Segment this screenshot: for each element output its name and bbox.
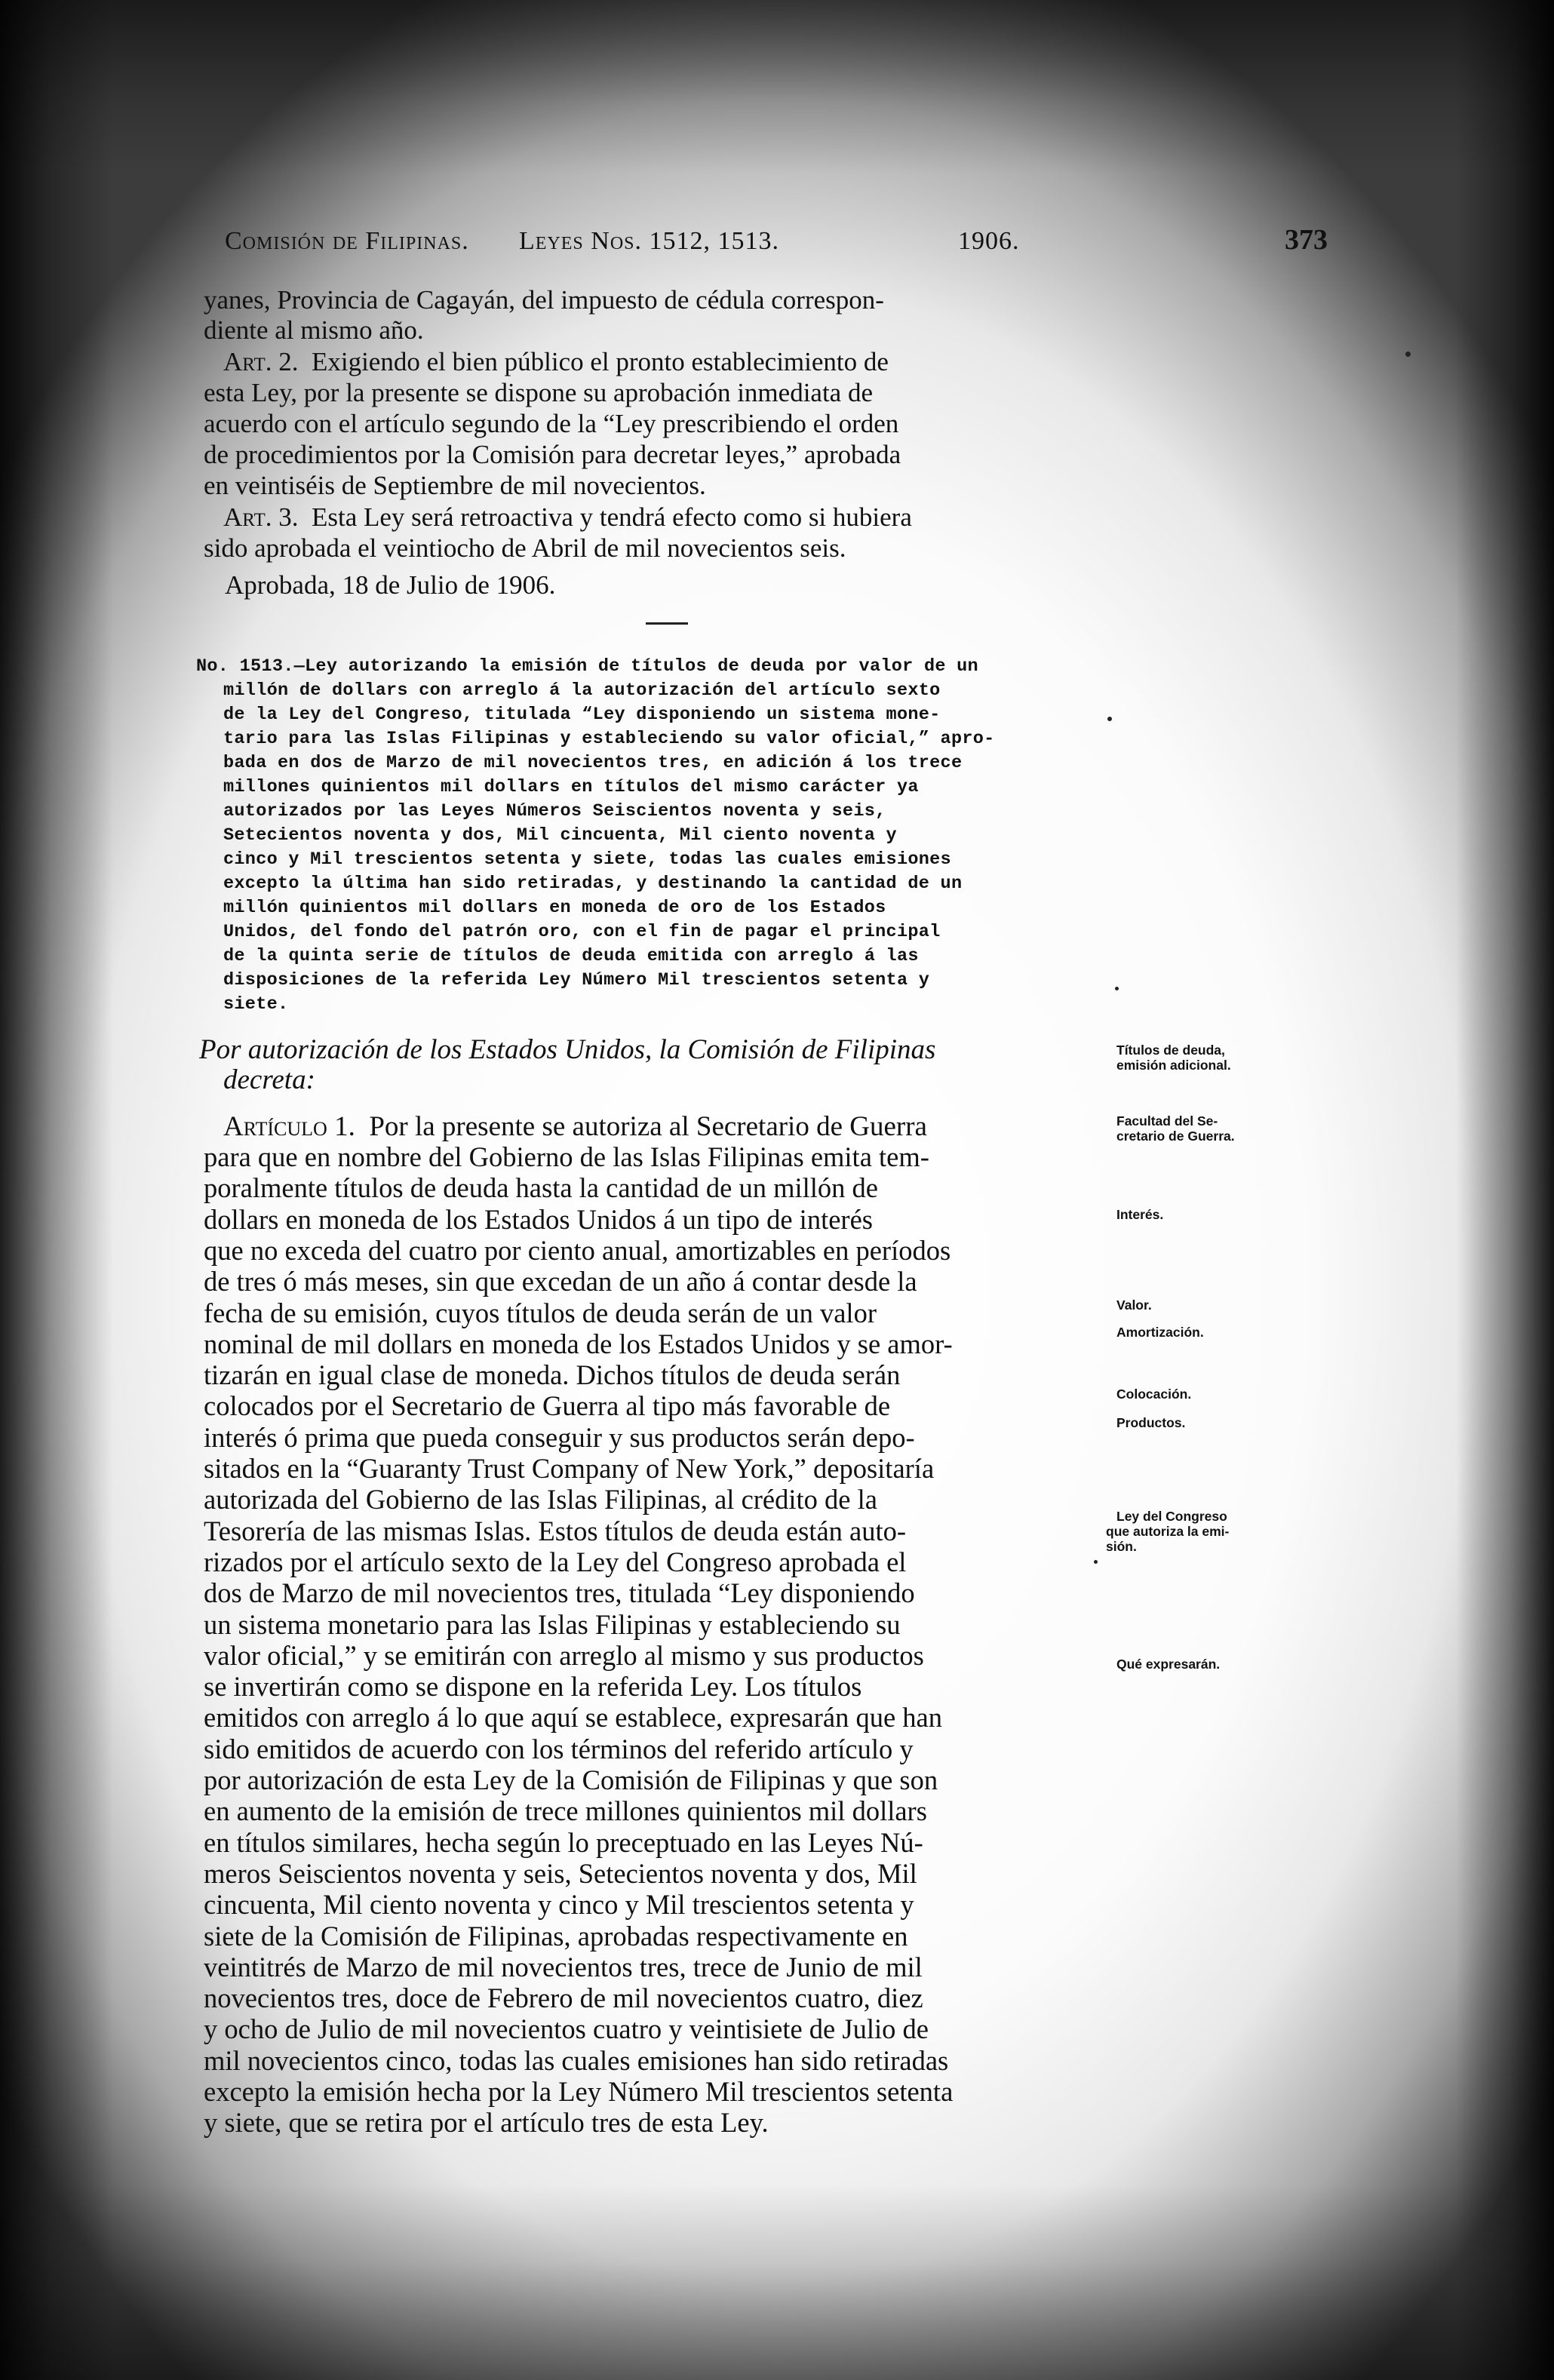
summary-line: Setecientos noventa y dos, Mil cincuenta, Mil ciento noventa y — [223, 825, 897, 846]
summary-line: de la quinta serie de títulos de deuda emitida con arreglo á las — [223, 946, 919, 966]
margin-note-line: Qué expresarán. — [1116, 1657, 1221, 1672]
text-line: cincuenta, Mil ciento noventa y cinco y Mil trescientos setenta y — [204, 1889, 914, 1920]
text-line: interés ó prima que pueda conseguir y sus productos serán depo- — [204, 1422, 915, 1453]
margin-note-line: que autoriza la emi- — [1106, 1524, 1230, 1539]
enacting-clause-decreta: decreta: — [223, 1064, 315, 1095]
enacting-clause: Por autorización de los Estados Unidos, la Comisión de Filipinas — [199, 1034, 936, 1065]
text-line: poralmente títulos de deuda hasta la cantidad de un millón de — [204, 1172, 878, 1203]
summary-line: millones quinientos mil dollars en títulos del mismo carácter ya — [223, 777, 919, 797]
text-line: novecientos tres, doce de Febrero de mil novecientos cuatro, diez — [204, 1982, 923, 2013]
summary-line: No. 1513.—Ley autorizando la emisión de títulos de deuda por valor de un — [196, 656, 978, 677]
text-line: que no exceda del cuatro por ciento anual, amortizables en períodos — [204, 1235, 951, 1266]
margin-note-line: Amortización. — [1116, 1325, 1204, 1340]
summary-line: millón quinientos mil dollars en moneda de oro de los Estados — [223, 898, 886, 918]
scan-speck — [1115, 987, 1119, 990]
text-line: meros Seiscientos noventa y seis, Setecientos noventa y dos, Mil — [204, 1858, 917, 1889]
summary-line: millón de dollars con arreglo á la autorización del artículo sexto — [223, 680, 941, 701]
text-line: diente al mismo año. — [204, 315, 424, 345]
summary-line: Unidos, del fondo del patrón oro, con el fin de pagar el principal — [223, 922, 941, 942]
margin-note-line: Títulos de deuda, — [1116, 1043, 1225, 1058]
running-head-laws: Leyes Nos. 1512, 1513. — [519, 227, 780, 255]
text-line: Esta Ley será retroactiva y tendrá efecto como si hubiera — [311, 502, 912, 532]
text-line: mil novecientos cinco, todas las cuales emisiones han sido retiradas — [204, 2045, 949, 2076]
text-line: para que en nombre del Gobierno de las Islas Filipinas emita tem- — [204, 1141, 929, 1172]
margin-note-line: Valor. — [1116, 1297, 1152, 1313]
margin-note-line: emisión adicional. — [1116, 1058, 1231, 1073]
text-line: Por la presente se autoriza al Secretario de Guerra — [369, 1111, 927, 1142]
text-line: un sistema monetario para las Islas Filipinas y estableciendo su — [204, 1609, 901, 1640]
summary-line: siete. — [223, 994, 289, 1015]
text-line: yanes, Provincia de Cagayán, del impuesto de cédula correspon- — [204, 285, 884, 315]
page-number: 373 — [1285, 224, 1328, 256]
text-line: emitidos con arreglo á lo que aquí se establece, expresarán que han — [204, 1702, 943, 1733]
text-line: en veintiséis de Septiembre de mil novecientos. — [204, 471, 706, 500]
article-label: Artículo 1. — [223, 1111, 355, 1142]
text-line: valor oficial,” y se emitirán con arreglo al mismo y sus productos — [204, 1640, 924, 1671]
text-line: se invertirán como se dispone en la referida Ley. Los títulos — [204, 1671, 862, 1702]
text-line: Tesorería de las mismas Islas. Estos títulos de deuda están auto- — [204, 1516, 907, 1546]
text-line: fecha de su emisión, cuyos títulos de deuda serán de un valor — [204, 1297, 877, 1328]
scan-speck — [1094, 1560, 1098, 1564]
summary-line: tario para las Islas Filipinas y estableciendo su valor oficial,” apro- — [223, 729, 995, 749]
text-line: rizados por el artículo sexto de la Ley del Congreso aprobada el — [204, 1546, 907, 1577]
text-line: de tres ó más meses, sin que excedan de un año á contar desde la — [204, 1266, 917, 1297]
margin-note-line: Facultad del Se- — [1116, 1113, 1218, 1129]
text-line: y ocho de Julio de mil novecientos cuatro y veintisiete de Julio de — [204, 2013, 929, 2044]
approval-date: Aprobada, 18 de Julio de 1906. — [225, 570, 556, 600]
text-line: en títulos similares, hecha según lo preceptuado en las Leyes Nú- — [204, 1827, 923, 1858]
margin-note-line: sión. — [1106, 1539, 1137, 1554]
text-line: tizarán en igual clase de moneda. Dichos títulos de deuda serán — [204, 1359, 901, 1390]
text-line: autorizada del Gobierno de las Islas Filipinas, al crédito de la — [204, 1484, 877, 1515]
margin-note-line: Interés. — [1116, 1207, 1164, 1222]
article-label: Art. 3. — [223, 502, 299, 532]
text-line: acuerdo con el artículo segundo de la “Ley prescribiendo el orden — [204, 409, 899, 438]
summary-line: bada en dos de Marzo de mil novecientos tres, en adición á los trece — [223, 753, 963, 773]
text-line: por autorización de esta Ley de la Comisión de Filipinas y que son — [204, 1764, 938, 1795]
summary-line: autorizados por las Leyes Números Seiscientos noventa y seis, — [223, 801, 886, 821]
margin-note-line: Ley del Congreso — [1116, 1509, 1227, 1524]
text-line: sido aprobada el veintiocho de Abril de mil novecientos seis. — [204, 533, 846, 563]
text-line: sitados en la “Guaranty Trust Company of New York,” depositaría — [204, 1453, 935, 1484]
text-line: esta Ley, por la presente se dispone su aprobación inmediata de — [204, 378, 873, 407]
text-line: dos de Marzo de mil novecientos tres, titulada “Ley disponiendo — [204, 1577, 915, 1608]
scan-speck — [1405, 352, 1411, 357]
article-paragraph-art3 — [223, 502, 912, 533]
text-line: colocados por el Secretario de Guerra al tipo más favorable de — [204, 1390, 891, 1421]
article-paragraph-art2 — [223, 347, 889, 377]
running-head-commission: Comisión de Filipinas. — [225, 227, 469, 255]
section-divider — [646, 622, 688, 625]
running-head-year: 1906. — [958, 227, 1020, 255]
text-line: en aumento de la emisión de trece millones quinientos mil dollars — [204, 1795, 927, 1826]
summary-line: de la Ley del Congreso, titulada “Ley disponiendo un sistema mone- — [223, 705, 941, 725]
summary-line: cinco y Mil trescientos setenta y siete, todas las cuales emisiones — [223, 849, 951, 870]
text-line: dollars en moneda de los Estados Unidos á un tipo de interés — [204, 1204, 873, 1235]
summary-line: disposiciones de la referida Ley Número Mil trescientos setenta y — [223, 970, 930, 990]
text-line: siete de la Comisión de Filipinas, aprobadas respectivamente en — [204, 1921, 908, 1952]
margin-note-line: Colocación. — [1116, 1387, 1192, 1402]
text-line: de procedimientos por la Comisión para decretar leyes,” aprobada — [204, 440, 901, 469]
summary-line: excepto la última han sido retiradas, y destinando la cantidad de un — [223, 874, 963, 894]
article-label: Art. 2. — [223, 347, 299, 376]
margin-note-line: cretario de Guerra. — [1116, 1129, 1235, 1144]
text-line: y siete, que se retira por el artículo tres de esta Ley. — [204, 2107, 769, 2138]
text-line: excepto la emisión hecha por la Ley Número Mil trescientos setenta — [204, 2076, 954, 2107]
text-line: Exigiendo el bien público el pronto establecimiento de — [311, 347, 889, 376]
text-line: veintitrés de Marzo de mil novecientos tres, trece de Junio de mil — [204, 1952, 923, 1982]
text-line: sido emitidos de acuerdo con los términos del referido artículo y — [204, 1734, 914, 1764]
margin-note-line: Productos. — [1116, 1415, 1186, 1430]
text-line: nominal de mil dollars en moneda de los Estados Unidos y se amor- — [204, 1328, 953, 1359]
article-paragraph-art1 — [223, 1112, 927, 1142]
scan-speck — [1107, 717, 1112, 721]
